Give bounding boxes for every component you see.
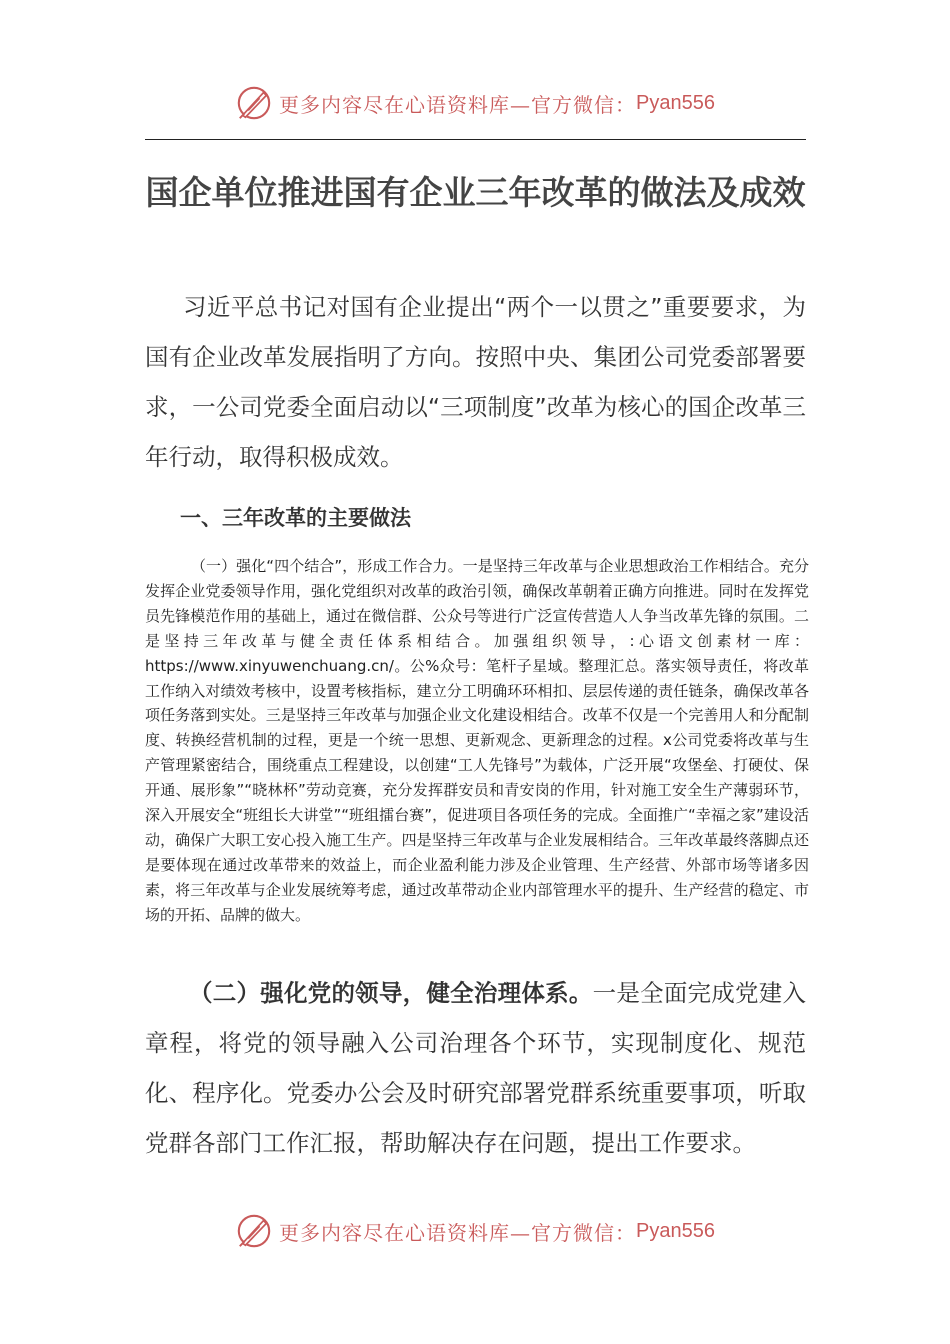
body-paragraph-2 [145, 968, 806, 1168]
document-title: 国企单位推进国有企业三年改革的做法及成效 [145, 173, 806, 212]
quill-logo-icon [235, 84, 273, 122]
paragraph-body: 一是全面完成党建入章程，将党的领导融入公司治理各个环节，实现制度化、规范化、程序化。党委办公会及时研究部署党群系统重要事项，听取党群各部门工作汇报，帮助解决存在问题，提出工作要求。 [145, 979, 807, 1157]
watermark-contact: Pyan556 [636, 91, 715, 114]
quill-logo-icon [235, 1212, 273, 1250]
paragraph-lead: （二）强化党的领导，健全治理体系。 [189, 979, 593, 1007]
watermark-contact: Pyan556 [636, 1219, 715, 1242]
watermark-site-text: 更多内容尽在心语资料库—官方微信： [279, 1220, 637, 1245]
intro-paragraph: 习近平总书记对国有企业提出“两个一以贯之”重要要求，为国有企业改革发展指明了方向。按照中央、集团公司党委部署要求，一公司党委全面启动以“三项制度”改革为核心的国企改革三年行动，取得积极成效。 [145, 293, 806, 471]
header-divider [145, 139, 806, 140]
section-heading: 一、三年改革的主要做法 [180, 506, 411, 530]
body-paragraph-1: （一）强化“四个结合”，形成工作合力。一是坚持三年改革与企业思想政治工作相结合。充分发挥企业党委领导作用，强化党组织对改革的政治引领，确保改革朝着正确方向推进。同时在发挥党员先锋模范作用的基础上，通过在微信群、公众号等进行广泛宣传营造人人争当改革先锋的氛围。二是坚持三年改革与健全责任体系相结合。加强组织领导，:心语文创素材一库：https://www.xinyuwenchuang.cn/。公%众号：笔杆子星域。整理汇总。落实领导责任，将改革工作纳入对绩效考核中，设置考核指标，建立分工明确环环相扣、层层传递的责任链条，确保改革各项任务落到实处。三是坚持三年改革与加强企业文化建设相结合。改革不仅是一个完善用人和分配制度、转换经营机制的过程，更是一个统一思想、更新观念、更新理念的过程。x公司党委将改革与生产管理紧密结合，围绕重点工程建设，以创建“工人先锋号”为载体，广泛开展“攻堡垒、打硬仗、保开通、展形象”“晓林杯”劳动竞赛，充分发挥群安员和青安岗的作用，针对施工安全生产薄弱环节，深入开展安全“班组长大讲堂”“班组擂台赛”，促进项目各项任务的完成。全面推广“幸福之家”建设活动，确保广大职工安心投入施工生产。四是坚持三年改革与企业发展相结合。三年改革最终落脚点还是要体现在通过改革带来的效益上，而企业盈利能力涉及企业管理、生产经营、外部市场等诸多因素，将三年改革与企业发展统筹考虑，通过改革带动企业内部管理水平的提升、生产经营的稳定、市场的开拓、品牌的做大。 [145, 557, 809, 924]
header-watermark [0, 80, 950, 126]
footer-watermark [0, 1208, 950, 1254]
watermark-site-text: 更多内容尽在心语资料库—官方微信： [279, 92, 637, 117]
